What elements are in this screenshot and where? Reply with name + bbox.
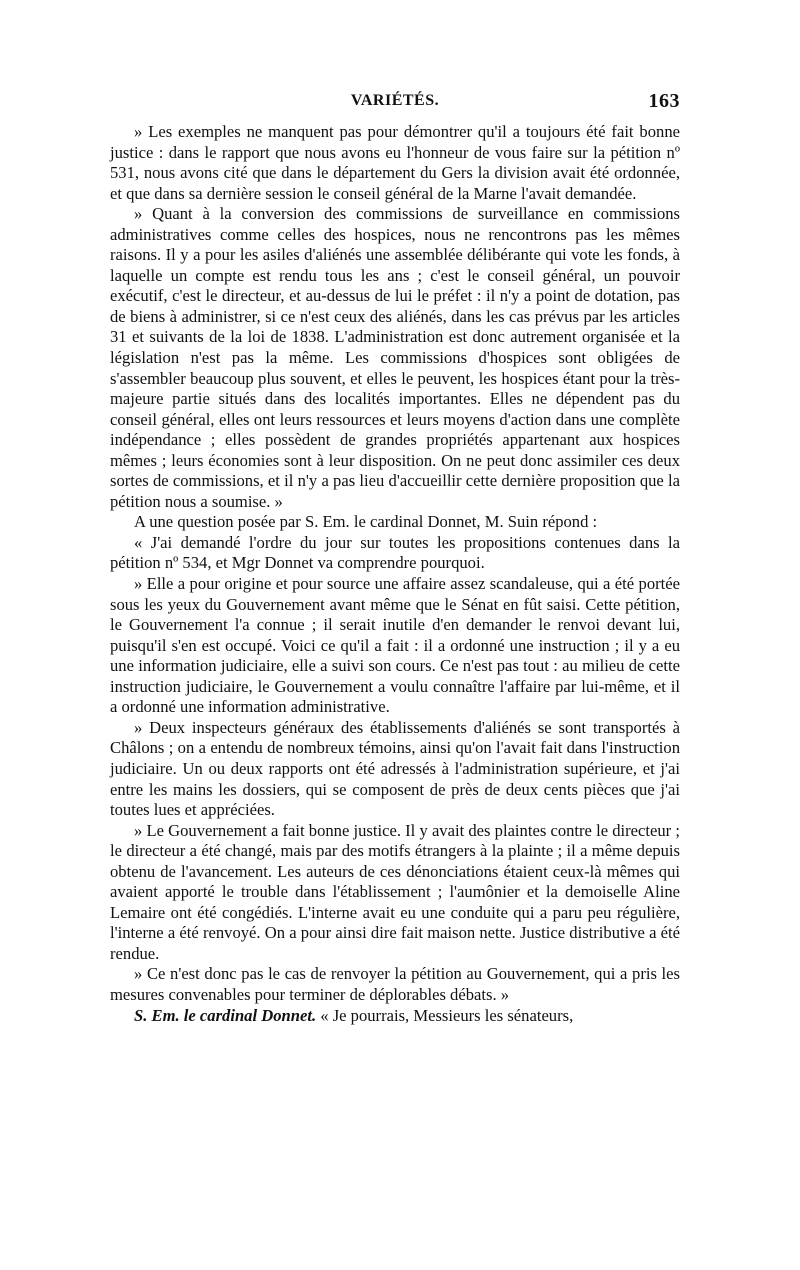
paragraph-bonne-justice: » Le Gouvernement a fait bonne justice. Il y avait des plaintes contre le directeur ; le directeur a été changé, mais par des motifs étrangers à la plainte ; il a même depuis obtenu de l'avancement. Les auteurs de ces dénonciations étaient ceux-là mêmes qui avaient apporté le trouble dans l'établissement ; l'aumônier et la demoiselle Aline Lemaire ont été congédiés. L'interne avait eu une conduite qui a paru peu régulière, l'interne a été renvoyé. On a pour ainsi dire fait maison nette. Justice distributive a été rendue. <box>110 820 680 963</box>
body-text <box>110 122 680 1026</box>
paragraph-inspecteurs: » Deux inspecteurs généraux des établissements d'aliénés se sont transportés à Châlons ; on a entendu de nombreux témoins, ainsi qu'on l'avait fait dans l'instruction judiciaire. Un ou deux rapports ont été adressés à l'administration supérieure, et j'ai entre les mains les dossiers, qui se composent de près de deux cents pièces que j'ai toutes lues et appréciées. <box>110 717 680 820</box>
paragraph-question: A une question posée par S. Em. le cardinal Donnet, M. Suin répond : <box>134 512 598 532</box>
paragraph-conclusion: » Ce n'est donc pas le cas de renvoyer la pétition au Gouvernement, qui a pris les mesures convenables pour terminer de déplorables débats. » <box>110 964 680 1004</box>
running-head <box>110 92 680 118</box>
paragraph-exemples: » Les exemples ne manquent pas pour démontrer qu'il a toujours été fait bonne justice : dans le rapport que nous avons eu l'honneur de vous faire sur la pétition nº 531, nous avons cité que dans le département du Gers la division avait été ordonnée, et que dans sa dernière session le conseil général de la Marne l'avait demandée. <box>110 122 680 203</box>
running-title: VARIÉTÉS. <box>350 92 440 109</box>
speaker-text: « Je pourrais, Messieurs les sénateurs, <box>316 1005 574 1025</box>
page-number: 163 <box>648 90 680 112</box>
book-page <box>110 92 680 1026</box>
speaker-name: S. Em. le cardinal Donnet. <box>134 1005 317 1025</box>
paragraph-ordre-du-jour: « J'ai demandé l'ordre du jour sur toutes les propositions contenues dans la pétition nº 534, et Mgr Donnet va comprendre pourquoi. <box>110 532 680 573</box>
paragraph-origine: » Elle a pour origine et pour source une affaire assez scandaleuse, qui a été portée sous les yeux du Gouvernement avant même que le Sénat en fût saisi. Cette pétition, le Gouvernement l'a connue ; il serait inutile d'en demander le renvoi devant lui, puisqu'il s'en est occupé. Voici ce qu'il a fait : il a ordonné une instruction ; il y a eu une information judiciaire, elle a suivi son cours. Ce n'est pas tout : au milieu de cette instruction judiciaire, le Gouvernement a voulu connaître l'affaire par lui-même, et il a ordonné une information administrative. <box>110 574 680 717</box>
paragraph-conversion: » Quant à la conversion des commissions de surveillance en commissions administratives comme celles des hospices, nous ne rencontrons pas les mêmes raisons. Il y a pour les asiles d'aliénés une assemblée délibérante qui vote les fonds, à laquelle un compte est rendu tous les ans ; c'est le conseil général, un pouvoir exécutif, c'est le directeur, et au-dessus de lui le préfet : il n'y a point de dotation, pas de biens à administrer, si ce n'est ceux des aliénés, dans les cas prévus par les articles 31 et suivants de la loi de 1838. L'administration est donc autrement organisée et la législation n'est pas la même. Les commissions d'hospices sont obligées de s'assembler beaucoup plus souvent, et elles le peuvent, les hospices étant pour la très-majeure partie situés dans des localités importantes. Elles ne dépendent pas du conseil général, elles ont leurs ressources et leurs moyens d'action dans une complète indépendance ; elles possèdent de grandes propriétés appartenant aux hospices mêmes ; leurs économies sont à leur disposition. On ne peut donc assimiler ces deux sortes de commissions, et il n'y a pas lieu d'accueillir cette dernière proposition que la pétition nous a soumise. » <box>110 204 680 511</box>
paragraph-donnet <box>110 1006 680 1027</box>
